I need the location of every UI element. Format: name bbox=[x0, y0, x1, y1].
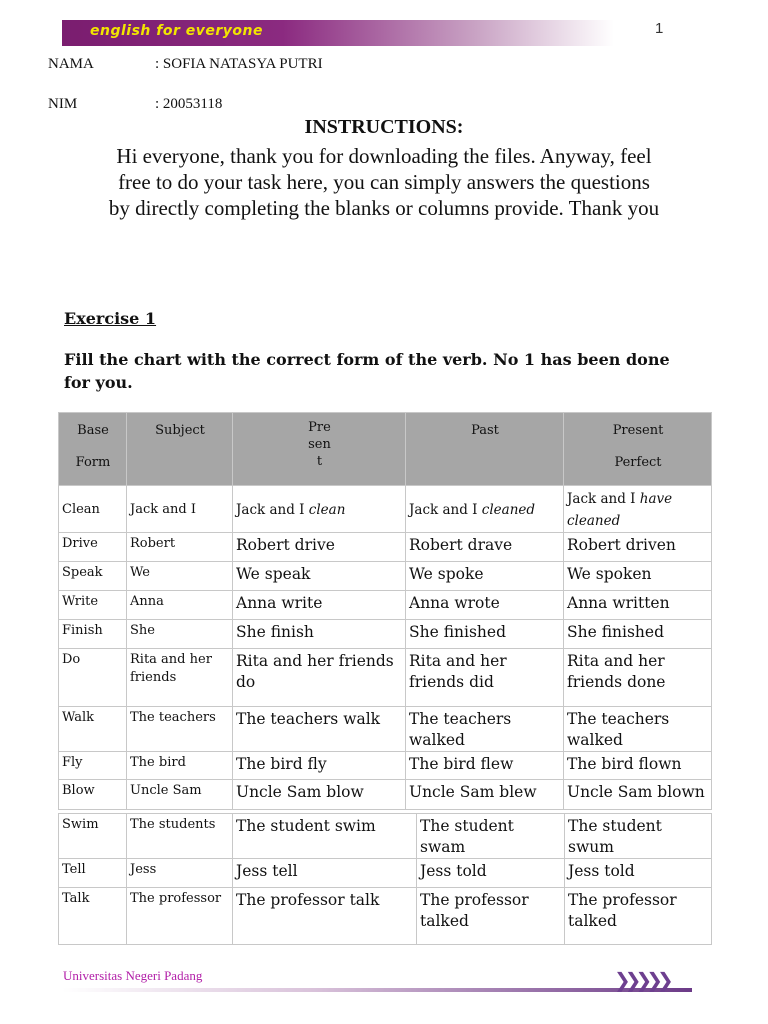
table-row bbox=[59, 780, 712, 810]
cell-base: Do bbox=[59, 649, 127, 707]
cell-subject: The students bbox=[127, 814, 233, 859]
header-text: Pre bbox=[308, 420, 331, 435]
table-row bbox=[59, 591, 712, 620]
header-text: Base bbox=[77, 423, 109, 438]
cell-present-perfect[interactable]: The professor talked bbox=[565, 888, 712, 945]
table-row bbox=[59, 620, 712, 649]
instructions-text bbox=[40, 143, 728, 221]
cell-base: Drive bbox=[59, 533, 127, 562]
cell-text-italic: have cleaned bbox=[567, 491, 673, 529]
instructions-line: by directly completing the blanks or columns provide. Thank you bbox=[108, 196, 660, 220]
cell-base: Tell bbox=[59, 859, 127, 888]
cell-base: Blow bbox=[59, 780, 127, 810]
name-label: NAMA bbox=[48, 56, 94, 72]
cell-present-perfect[interactable] bbox=[564, 486, 712, 533]
table-row bbox=[59, 888, 712, 945]
cell-present[interactable] bbox=[233, 486, 406, 533]
cell-present-perfect[interactable]: Rita and her friends done bbox=[564, 649, 712, 707]
cell-present-perfect[interactable]: The student swum bbox=[565, 814, 712, 859]
cell-present[interactable]: Jess tell bbox=[233, 859, 417, 888]
table-row bbox=[59, 649, 712, 707]
cell-base: Swim bbox=[59, 814, 127, 859]
university-name: Universitas Negeri Padang bbox=[63, 968, 203, 983]
cell-base: Fly bbox=[59, 752, 127, 780]
cell-text-italic: cleaned bbox=[481, 502, 536, 518]
table-row-example bbox=[59, 486, 712, 533]
cell-present[interactable]: The bird fly bbox=[233, 752, 406, 780]
cell-past[interactable]: The bird flew bbox=[406, 752, 564, 780]
cell-present-perfect[interactable]: The teachers walked bbox=[564, 707, 712, 752]
header-text: Subject bbox=[155, 423, 205, 438]
header-text: Present bbox=[612, 423, 664, 438]
cell-present-perfect[interactable]: Jess told bbox=[565, 859, 712, 888]
exercise-description bbox=[64, 348, 724, 394]
cell-present[interactable]: The professor talk bbox=[233, 888, 417, 945]
cell-base: Write bbox=[59, 591, 127, 620]
cell-text-italic: clean bbox=[308, 502, 346, 518]
cell-present-perfect[interactable]: Robert driven bbox=[564, 533, 712, 562]
cell-present[interactable]: Anna write bbox=[233, 591, 406, 620]
cell-present[interactable]: Uncle Sam blow bbox=[233, 780, 406, 810]
cell-present-perfect[interactable]: She finished bbox=[564, 620, 712, 649]
header-subject bbox=[127, 413, 233, 486]
table-row bbox=[59, 814, 712, 859]
nim-label: NIM bbox=[48, 96, 78, 112]
header-banner bbox=[62, 20, 614, 46]
chevron-arrows-icon: ❯❯❯❯❯ bbox=[614, 968, 668, 992]
cell-text: Jack and I bbox=[236, 502, 309, 518]
header-present bbox=[233, 413, 406, 486]
header-text: t bbox=[316, 454, 323, 469]
table-row bbox=[59, 562, 712, 591]
table-row bbox=[59, 752, 712, 780]
cell-subject: The bird bbox=[127, 752, 233, 780]
header-base-form bbox=[59, 413, 127, 486]
cell-subject: Robert bbox=[127, 533, 233, 562]
verb-table-continued bbox=[58, 813, 712, 945]
header-text: Form bbox=[75, 455, 111, 470]
verb-table bbox=[58, 412, 712, 810]
cell-past[interactable]: The teachers walked bbox=[406, 707, 564, 752]
header-text: sen bbox=[308, 437, 331, 452]
footer-bar bbox=[62, 988, 692, 992]
cell-subject: We bbox=[127, 562, 233, 591]
cell-base: Clean bbox=[59, 486, 127, 533]
cell-present-perfect[interactable]: The bird flown bbox=[564, 752, 712, 780]
cell-past[interactable] bbox=[406, 486, 564, 533]
cell-text: Jack and I bbox=[409, 502, 482, 518]
cell-present-perfect[interactable]: Anna written bbox=[564, 591, 712, 620]
cell-base: Speak bbox=[59, 562, 127, 591]
header-text: Perfect bbox=[614, 455, 662, 470]
nim-value: : 20053118 bbox=[155, 96, 223, 112]
instructions-title: INSTRUCTIONS: bbox=[304, 116, 464, 138]
cell-subject: Jack and I bbox=[127, 486, 233, 533]
cell-subject: Uncle Sam bbox=[127, 780, 233, 810]
cell-present[interactable]: Robert drive bbox=[233, 533, 406, 562]
cell-subject: Rita and her friends bbox=[127, 649, 233, 707]
table-header-row bbox=[59, 413, 712, 486]
instructions-line: Hi everyone, thank you for downloading the files. Anyway, feel bbox=[116, 144, 652, 168]
name-value: : SOFIA NATASYA PUTRI bbox=[155, 56, 323, 72]
table-row bbox=[59, 533, 712, 562]
header-text: Past bbox=[471, 423, 499, 438]
header-present-perfect bbox=[564, 413, 712, 486]
cell-past[interactable]: The professor talked bbox=[417, 888, 565, 945]
cell-present[interactable]: The teachers walk bbox=[233, 707, 406, 752]
cell-base: Finish bbox=[59, 620, 127, 649]
banner-title: english for everyone bbox=[90, 23, 263, 39]
cell-present[interactable]: Rita and her friends do bbox=[233, 649, 406, 707]
cell-past[interactable]: Uncle Sam blew bbox=[406, 780, 564, 810]
cell-present[interactable]: The student swim bbox=[233, 814, 417, 859]
cell-subject: Jess bbox=[127, 859, 233, 888]
instructions-line: free to do your task here, you can simply answers the questions bbox=[118, 170, 650, 194]
cell-past[interactable]: The student swam bbox=[417, 814, 565, 859]
page-number: 1 bbox=[655, 20, 664, 37]
cell-present-perfect[interactable]: Uncle Sam blown bbox=[564, 780, 712, 810]
cell-past[interactable]: Jess told bbox=[417, 859, 565, 888]
exercise-desc-line: for you. bbox=[64, 373, 133, 392]
cell-past[interactable]: Rita and her friends did bbox=[406, 649, 564, 707]
cell-present[interactable]: We speak bbox=[233, 562, 406, 591]
header-past bbox=[406, 413, 564, 486]
cell-past[interactable]: We spoke bbox=[406, 562, 564, 591]
cell-present[interactable]: She finish bbox=[233, 620, 406, 649]
cell-past[interactable]: Anna wrote bbox=[406, 591, 564, 620]
table-row bbox=[59, 859, 712, 888]
exercise-title: Exercise 1 bbox=[64, 309, 157, 328]
cell-present-perfect[interactable]: We spoken bbox=[564, 562, 712, 591]
cell-text: Jack and I bbox=[567, 491, 640, 507]
exercise-desc-line: Fill the chart with the correct form of the verb. No 1 has been done bbox=[64, 350, 670, 369]
cell-past[interactable]: She finished bbox=[406, 620, 564, 649]
cell-subject: The professor bbox=[127, 888, 233, 945]
cell-base: Talk bbox=[59, 888, 127, 945]
cell-past[interactable]: Robert drave bbox=[406, 533, 564, 562]
cell-subject: She bbox=[127, 620, 233, 649]
cell-subject: Anna bbox=[127, 591, 233, 620]
cell-subject: The teachers bbox=[127, 707, 233, 752]
cell-base: Walk bbox=[59, 707, 127, 752]
table-row bbox=[59, 707, 712, 752]
